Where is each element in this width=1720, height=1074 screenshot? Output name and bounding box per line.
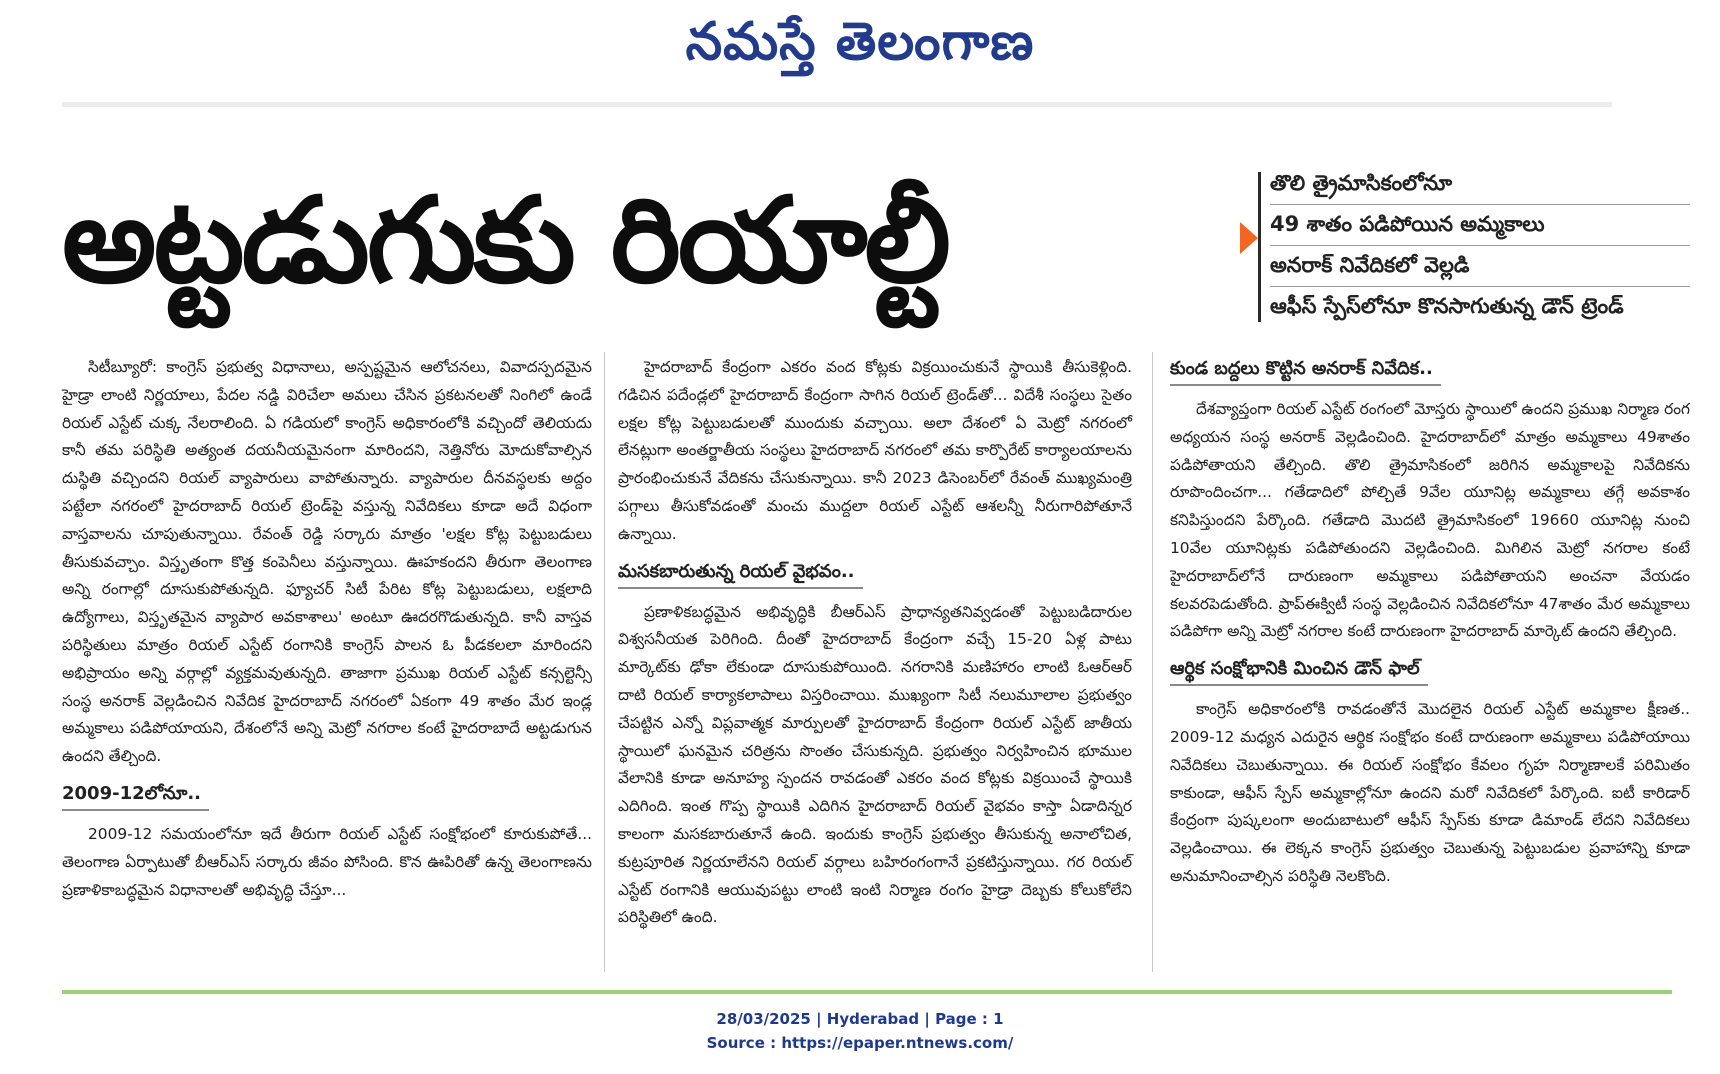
article-paragraph: ప్రణాళికబద్ధమైన అభివృద్ధికి బీఆర్‌ఎస్ ప్రాధాన్యతనివ్వడంతో పెట్టుబడిదారుల విశ్వసనీయత పెరిగింది. దీంతో హైదరాబాద్ కేంద్రంగా వచ్చే 15-20 ఏళ్ల పాటు మార్కెట్‌కు ఢోకా లేకుండా దూసుకుపోయింది. నగరానికి మణిహారం లాంటి ఓఆర్‌ఆర్ దాటి రియల్ కార్యాకలాపాలు విస్తరించాయి. ముఖ్యంగా సిటీ నలుమూలాల ప్రభుత్వం చేపట్టిన ఎన్నో విప్లవాత్మక మార్పులతో హైదరాబాద్ కేంద్రంగా రియల్ ఎస్టేట్ జాతీయ స్థాయిలో ఘనమైన చరిత్రను సొంతం చేసుకున్నది. ప్రభుత్వం నిర్వహించిన భూముల వేలానికి కూడా అనూహ్య స్పందన రావడంతో ఎకరం వంద కోట్లకు విక్రయించే స్థాయికి ఎదిగింది. ఇంత గొప్ప స్థాయికి ఎదిగిన హైదరాబాద్ రియల్ వైభవం కాస్తా ఏడాదిన్నర కాలంగా మసకబారుతూనే ఉంది. ఇందుకు కాంగ్రెస్ ప్రభుత్వం తీసుకున్న అనాలోచిత, కుట్రపూరిత నిర్ణయాలేనని రియల్ వర్గాలు బహిరంగంగానే ప్రకటిస్తున్నాయి. గర రియల్ ఎస్టేట్ రంగానికి ఆయువుపట్టు లాంటి ఇంటి నిర్మాణ రంగం హైడ్రా దెబ్బకు కోలుకోలేని పరిస్థితిలో ఉంది. <box>618 602 1132 927</box>
deck-line: ఆఫీస్ స్పేస్‌లోనూ కొనసాగుతున్న డౌన్ ట్రెండ్ <box>1270 294 1624 318</box>
top-divider <box>62 102 1612 107</box>
article-column-3 <box>1170 354 1690 891</box>
column-divider <box>604 352 605 972</box>
deck-divider <box>1258 172 1261 322</box>
section-subhead: 2009-12లోనూ.. <box>62 779 209 811</box>
article-paragraph: కాంగ్రెస్ అధికారంలోకి రావడంతోనే మొదలైన రియల్ ఎస్టేట్ అమ్మకాల క్షీణత.. 2009-12 మధ్యన ఎదురైన ఆర్థిక సంక్షోభం కంటే దారుణంగా అమ్మకాలు పడిపోయాయి నివేదికలు చెబుతున్నాయి. ఈ రియల్ సంక్షోభం కేవలం గృహ నిర్మాణాలకే పరిమితం కాకుండా, ఆఫీస్ స్పేస్ అమ్మకాల్లోనూ ఉందని మరో నివేదికలో పేర్కొంది. ఐటీ కారిడార్ కేంద్రంగా పుష్కలంగా అందుబాటులో ఆఫీస్ స్పేస్‌కు కూడా డిమాండ్ లేదని నివేదికలు వెల్లడించాయి. ఈ లెక్కన కాంగ్రెస్ ప్రభుత్వం చెబుతున్న పెట్టుబడుల ప్రవాహాన్ని కూడా అనుమానించాల్సిన పరిస్థితి నెలకొంది. <box>1170 700 1690 885</box>
section-subhead: మసకబారుతున్న రియల్ వైభవం.. <box>618 557 863 589</box>
article-column-2 <box>618 354 1132 932</box>
deck-arrow-icon <box>1240 222 1258 254</box>
article-column-1 <box>62 354 592 904</box>
deck-line: అనరాక్ నివేదికలో వెల్లడి <box>1270 248 1690 287</box>
article-paragraph: హైదరాబాద్ కేంద్రంగా ఎకరం వంద కోట్లకు విక్రయించుకునే స్థాయికి తీసుకెళ్లింది. గడిచిన పదేండ్లలో హైదరాబాద్ కేంద్రంగా సాగిన రియల్ ట్రెండ్‌తో... విదేశీ సంస్థలు సైతం లక్షల కోట్ల పెట్టుబడులతో ముందుకు వచ్చాయి. అలా దేశంలో ఏ మెట్రో నగరంలో లేనట్లుగా అంతర్జాతీయ సంస్థలు హైదరాబాద్ నగరంలో తమ కార్పొరేట్ కార్యాలయాలను ప్రారంభించుకునే వేదికను చేసుకున్నాయి. కానీ 2023 డిసెంబర్‌లో రేవంత్ ముఖ్యమంత్రి పగ్గాలు తీసుకోవడంతో మంచు ముద్దలా రియల్ ఎస్టేట్ ఆశలన్నీ నీరుగారిపోతూనే ఉన్నాయి. <box>618 358 1132 543</box>
deck-line: 49 శాతం పడిపోయిన అమ్మకాలు <box>1270 207 1690 246</box>
section-subhead: కుండ బద్దలు కొట్టిన అనరాక్ నివేదిక.. <box>1170 354 1441 386</box>
masthead-logo: నమస్తే తెలంగాణ <box>685 11 1035 72</box>
article-paragraph: 2009-12 సమయంలోనూ ఇదే తీరుగా రియల్ ఎస్టేట్ సంక్షోభంలో కూరుకుపోతే... తెలంగాణ ఏర్పాటుతో బీఆర్‌ఎస్ సర్కారు జీవం పోసింది. కొన ఊపిరితో ఉన్న తెలంగాణను ప్రణాళికాబద్ధమైన విధానాలతో అభివృద్ధి చేస్తూ... <box>62 824 592 899</box>
subheadline-deck <box>1270 166 1690 329</box>
bottom-divider <box>62 990 1672 994</box>
article-paragraph: దేశవ్యాప్తంగా రియల్ ఎస్టేట్ రంగంలో మోస్తరు స్థాయిలో ఉందని ప్రముఖ నిర్మాణ రంగ అధ్యయన సంస్థ అనరాక్ వెల్లడించింది. హైదరాబాద్‌లో మాత్రం అమ్మకాలు 49శాతం పడిపోతాయని తేల్చింది. తొలి త్రైమాసికంలో జరిగిన అమ్మకాలపై నివేదికను రూపొందించగా... గతేడాదిలో పోల్చితే 9వేల యూనిట్ల అమ్మకాలు తగ్గే అవకాశం కనిపిస్తుందని పేర్కొంది. గతేడాది మొదటి త్రైమాసికంలో 19660 యూనిట్ల నుంచి 10వేల యూనిట్లకు పడిపోతుందని వెల్లడించింది. మిగిలిన మెట్రో నగరాల కంటే హైదరాబాద్‌లోనే దారుణంగా అమ్మకాలు పడిపోతాయని అంచనా వేయడం కలవరపెడుతోంది. ప్రాప్‌ఈక్విటీ సంస్థ వెల్లడించిన నివేదికలోనూ 47శాతం మేర అమ్మకాలు పడిపోగా అన్ని మెట్రో నగరాల కంటే దారుణంగా హైదరాబాద్ మార్కెట్ ఉందని తేల్చింది. <box>1170 400 1690 641</box>
section-subhead: ఆర్థిక సంక్షోభానికి మించిన డౌన్ ఫాల్ <box>1170 654 1428 686</box>
footer-dateline: 28/03/2025 | Hyderabad | Page : 1 <box>716 1010 1004 1028</box>
article-paragraph: సిటీబ్యూరో: కాంగ్రెస్ ప్రభుత్వ విధానాలు, అస్పష్టమైన ఆలోచనలు, వివాదస్పదమైన హైడ్రా లాంటి నిర్ణయాలు, పేదల నడ్డి విరిచేలా అమలు చేసిన ప్రకటనలతో నింగిలో ఉండే రియల్ ఎస్టేట్ చుక్క నేలరాలింది. ఏ గడియలో కాంగ్రెస్ అధికారంలోకి వచ్చిందో తెలియదు కానీ తమ పరిస్థితి అత్యంత దయనీయమైనంగా మారిందని, నెత్తినోరు మోదుకోవాల్సిన దుస్థితి వచ్చిందని రియల్ వ్యాపారులు వాపోతున్నారు. వ్యాపారుల దీనవస్థలకు అద్దం పట్టేలా నగరంలో హైదరాబాద్ రియల్ ట్రెండ్‌పై వస్తున్న నివేదికలు కూడా అదే విధంగా వాస్తవాలను చూపుతున్నాయి. రేవంత్ రెడ్డి సర్కారు మాత్రం 'లక్షల కోట్ల పెట్టుబడులు తీసుకువచ్చాం. విస్తృతంగా కొత్త కంపెనీలు వస్తున్నాయి. ఊహకందని తీరుగా తెలంగాణ అన్ని రంగాల్లో దూసుకుపోతున్నది. ఫ్యూచర్ సిటీ పేరిట కోట్ల పెట్టుబడులు, లక్షలాది ఉద్యోగాలు, విస్తృతమైన వ్యాపార అవకాశాలు' అంటూ ఊదరగొడుతున్నది. కానీ వాస్తవ పరిస్థితులు మాత్రం రియల్ ఎస్టేట్ రంగానికి కాంగ్రెస్ పాలన ఓ పీడకలలా మారిందని అభిప్రాయం అన్ని వర్గాల్లో వ్యక్తమవుతున్నది. తాజాగా ప్రముఖ రియల్ ఎస్టేట్ కన్సల్టెన్సీ సంస్థ అనరాక్ వెల్లడించిన నివేదిక హైదరాబాద్ నగరంలో ఏకంగా 49 శాతం మేర ఇండ్ల అమ్మకాలు పడిపోయాయని, దేశంలోనే అన్ని మెట్రో నగరాల కంటే హైదరాబాదే అట్టడుగున ఉందని తేల్చింది. <box>62 358 592 766</box>
footer-source: Source : https://epaper.ntnews.com/ <box>706 1034 1014 1052</box>
headline: అట్టడుగుకు రియాల్టీ <box>62 171 948 309</box>
deck-line: తొలి త్రైమాసికంలోనూ <box>1270 166 1690 205</box>
column-divider <box>1152 352 1153 972</box>
